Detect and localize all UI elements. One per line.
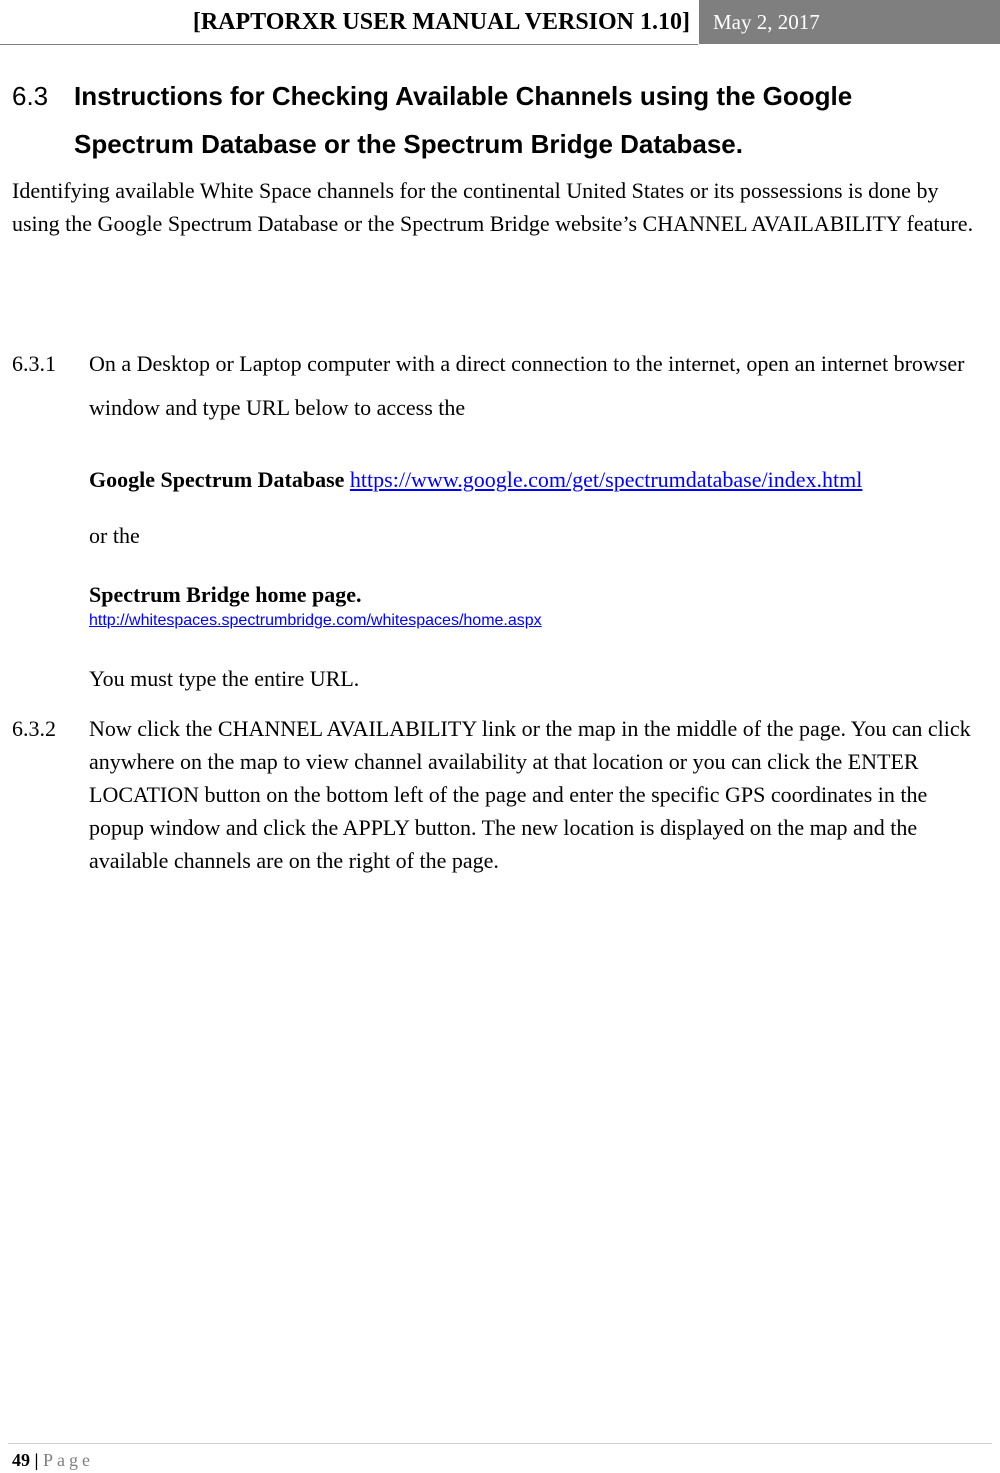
page-number: 49 — [12, 1450, 30, 1470]
google-database-label: Google Spectrum Database — [89, 467, 345, 492]
step-text: Now click the CHANNEL AVAILABILITY link or the map in the middle of the page. You can click anywhere on the map to view channel availability at that location or you can click the ENTER LOCATION button on the bottom left of the page and enter the specific GPS coordinates in the popup window and click the APPLY button. The new location is displayed on the map and the available channels are on the right of the page. — [89, 716, 971, 873]
page-header — [0, 0, 1000, 44]
intro-paragraph: Identifying available White Space channels for the continental United States or its possessions is done by using the Google Spectrum Database or the Spectrum Bridge website’s CHANNEL AVAILABILITY feature. — [12, 178, 974, 236]
section-number: 6.3 — [12, 81, 49, 111]
spectrum-bridge-link[interactable]: http://whitespaces.spectrumbridge.com/whitespaces/home.aspx — [89, 612, 542, 629]
step-number: 6.3.1 — [12, 351, 56, 376]
google-database-line — [89, 462, 862, 498]
header-date: May 2, 2017 — [699, 0, 1000, 44]
page-word: Page — [42, 1450, 94, 1470]
manual-title: [RAPTORXR USER MANUAL VERSION 1.10] — [192, 9, 690, 35]
page-footer — [12, 1447, 94, 1473]
spectrum-bridge-label: Spectrum Bridge home page. — [89, 582, 362, 607]
footer-divider — [8, 1443, 992, 1444]
header-divider — [0, 44, 698, 45]
url-note: You must type the entire URL. — [89, 666, 360, 691]
or-text: or the — [89, 523, 140, 548]
section-title: Instructions for Checking Available Channels using the Google Spectrum Database or the Spectrum Bridge Database. — [74, 81, 853, 159]
step-number: 6.3.2 — [12, 716, 56, 741]
footer-separator: | — [34, 1450, 39, 1470]
step-text: On a Desktop or Laptop computer with a direct connection to the internet, open an internet browser window and type URL below to access the — [89, 351, 965, 420]
google-database-link[interactable]: https://www.google.com/get/spectrumdatabase/index.html — [349, 467, 863, 492]
